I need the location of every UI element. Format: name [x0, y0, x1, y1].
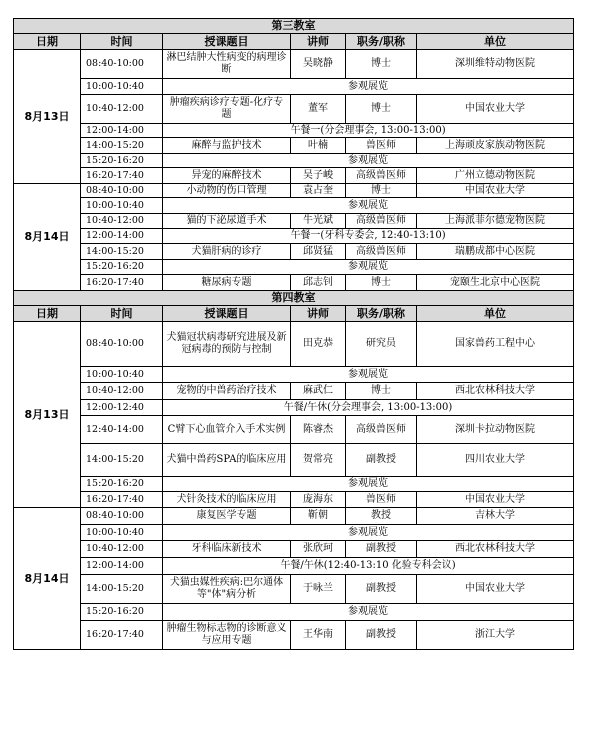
- break-cell: 午餐/午休(12:40-13:10 化验专科会议): [163, 558, 574, 575]
- unit-cell: 深圳卡拉动物医院: [417, 416, 574, 444]
- column-header: 单位: [417, 306, 574, 322]
- break-cell: 参观展览: [163, 525, 574, 541]
- time-cell: 10:00-10:40: [81, 367, 163, 383]
- unit-cell: 西北农林科技大学: [417, 383, 574, 400]
- table-row: [14, 95, 574, 124]
- break-cell: 午餐/午休(分会理事会, 13:00-13:00): [163, 400, 574, 416]
- topic-cell: 肿瘤疾病诊疗专题-化疗专题: [163, 95, 291, 124]
- time-cell: 16:20-17:40: [81, 492, 163, 508]
- time-cell: 14:00-15:20: [81, 138, 163, 154]
- position-cell: 博士: [346, 184, 417, 198]
- time-cell: 14:00-15:20: [81, 444, 163, 477]
- lecturer-cell: 王华南: [291, 621, 346, 650]
- position-cell: 研究员: [346, 322, 417, 367]
- position-cell: 博士: [346, 275, 417, 291]
- header-row: [14, 306, 574, 322]
- unit-cell: 吉林大学: [417, 508, 574, 525]
- table-row: [14, 168, 574, 184]
- lecturer-cell: 张欣珂: [291, 541, 346, 558]
- table-row: [14, 184, 574, 198]
- time-cell: 12:40-14:00: [81, 416, 163, 444]
- unit-cell: 浙江大学: [417, 621, 574, 650]
- table-row: [14, 575, 574, 604]
- date-cell: 8月13日: [14, 50, 81, 184]
- position-cell: 副教授: [346, 444, 417, 477]
- time-cell: 12:00-14:00: [81, 558, 163, 575]
- unit-cell: 深圳维特动物医院: [417, 50, 574, 79]
- column-header: 授课题目: [163, 34, 291, 50]
- time-cell: 10:40-12:00: [81, 383, 163, 400]
- position-cell: 博士: [346, 383, 417, 400]
- time-cell: 14:00-15:20: [81, 575, 163, 604]
- position-cell: 兽医师: [346, 492, 417, 508]
- table-row: [14, 558, 574, 575]
- table-row: [14, 525, 574, 541]
- time-cell: 15:20-16:20: [81, 604, 163, 621]
- time-cell: 10:00-10:40: [81, 79, 163, 95]
- column-header: 授课题目: [163, 306, 291, 322]
- table-row: [14, 604, 574, 621]
- time-cell: 16:20-17:40: [81, 621, 163, 650]
- unit-cell: 上海派菲尔德宠物医院: [417, 214, 574, 229]
- time-cell: 10:40-12:00: [81, 541, 163, 558]
- unit-cell: 广州立德动物医院: [417, 168, 574, 184]
- position-cell: 博士: [346, 50, 417, 79]
- column-header: 职务/职称: [346, 306, 417, 322]
- column-header: 时间: [81, 306, 163, 322]
- time-cell: 10:40-12:00: [81, 95, 163, 124]
- lecturer-cell: 董军: [291, 95, 346, 124]
- table-row: [14, 198, 574, 214]
- topic-cell: 淋巴结肿大性病变的病理诊断: [163, 50, 291, 79]
- column-header: 讲师: [291, 34, 346, 50]
- break-cell: 参观展览: [163, 79, 574, 95]
- header-row: [14, 34, 574, 50]
- lecturer-cell: 麻武仁: [291, 383, 346, 400]
- column-header: 讲师: [291, 306, 346, 322]
- topic-cell: 小动物的伤口管理: [163, 184, 291, 198]
- topic-cell: 犬猫中兽药SPA的临床应用: [163, 444, 291, 477]
- table-row: [14, 275, 574, 291]
- topic-cell: 麻醉与监护技术: [163, 138, 291, 154]
- topic-cell: 犬猫虫媒性疾病:巴尔通体等"体"病分析: [163, 575, 291, 604]
- position-cell: 兽医师: [346, 138, 417, 154]
- unit-cell: 上海顽皮家族动物医院: [417, 138, 574, 154]
- time-cell: 16:20-17:40: [81, 275, 163, 291]
- lecturer-cell: 陈睿杰: [291, 416, 346, 444]
- position-cell: 副教授: [346, 621, 417, 650]
- time-cell: 08:40-10:00: [81, 322, 163, 367]
- topic-cell: 糖尿病专题: [163, 275, 291, 291]
- topic-cell: 宠物的中兽药治疗技术: [163, 383, 291, 400]
- topic-cell: 肿瘤生物标志物的诊断意义与应用专题: [163, 621, 291, 650]
- lecturer-cell: 吴晓静: [291, 50, 346, 79]
- unit-cell: 瑞鹏成都中心医院: [417, 244, 574, 260]
- topic-cell: 犬针灸技术的临床应用: [163, 492, 291, 508]
- table-row: [14, 508, 574, 525]
- position-cell: 博士: [346, 95, 417, 124]
- break-cell: 参观展览: [163, 260, 574, 275]
- unit-cell: 西北农林科技大学: [417, 541, 574, 558]
- table-row: [14, 444, 574, 477]
- table-row: [14, 154, 574, 168]
- lecturer-cell: 邱贤猛: [291, 244, 346, 260]
- lecturer-cell: 靳朝: [291, 508, 346, 525]
- schedule-table: [13, 18, 574, 650]
- time-cell: 15:20-16:20: [81, 260, 163, 275]
- lecturer-cell: 于咏兰: [291, 575, 346, 604]
- time-cell: 10:00-10:40: [81, 198, 163, 214]
- time-cell: 10:40-12:00: [81, 214, 163, 229]
- time-cell: 15:20-16:20: [81, 154, 163, 168]
- unit-cell: 宠颐生北京中心医院: [417, 275, 574, 291]
- room-title: 第三教室: [14, 19, 574, 34]
- room-title-row: [14, 19, 574, 34]
- column-header: 日期: [14, 34, 81, 50]
- break-cell: 参观展览: [163, 477, 574, 492]
- position-cell: 高级兽医师: [346, 416, 417, 444]
- topic-cell: 犬猫肝病的诊疗: [163, 244, 291, 260]
- schedule-document: [13, 18, 573, 650]
- column-header: 单位: [417, 34, 574, 50]
- unit-cell: 中国农业大学: [417, 184, 574, 198]
- table-row: [14, 621, 574, 650]
- time-cell: 16:20-17:40: [81, 168, 163, 184]
- lecturer-cell: 牛光斌: [291, 214, 346, 229]
- date-cell: 8月14日: [14, 184, 81, 291]
- break-cell: 参观展览: [163, 154, 574, 168]
- position-cell: 高级兽医师: [346, 168, 417, 184]
- time-cell: 08:40-10:00: [81, 184, 163, 198]
- unit-cell: 中国农业大学: [417, 492, 574, 508]
- table-row: [14, 541, 574, 558]
- break-cell: 参观展览: [163, 367, 574, 383]
- break-cell: 午餐一(牙科专委会, 12:40-13:10): [163, 229, 574, 244]
- column-header: 职务/职称: [346, 34, 417, 50]
- unit-cell: 中国农业大学: [417, 95, 574, 124]
- table-row: [14, 50, 574, 79]
- time-cell: 10:00-10:40: [81, 525, 163, 541]
- topic-cell: 猫的下泌尿道手术: [163, 214, 291, 229]
- break-cell: 参观展览: [163, 198, 574, 214]
- position-cell: 高级兽医师: [346, 214, 417, 229]
- lecturer-cell: 叶楠: [291, 138, 346, 154]
- lecturer-cell: 贺常亮: [291, 444, 346, 477]
- position-cell: 副教授: [346, 575, 417, 604]
- table-row: [14, 367, 574, 383]
- table-row: [14, 477, 574, 492]
- time-cell: 12:00-14:00: [81, 124, 163, 138]
- topic-cell: 犬猫冠状病毒研究进展及新冠病毒的预防与控制: [163, 322, 291, 367]
- break-cell: 午餐一(分会理事会, 13:00-13:00): [163, 124, 574, 138]
- break-cell: 参观展览: [163, 604, 574, 621]
- lecturer-cell: 吴子峻: [291, 168, 346, 184]
- table-row: [14, 400, 574, 416]
- table-row: [14, 492, 574, 508]
- lecturer-cell: 庞海东: [291, 492, 346, 508]
- date-cell: 8月14日: [14, 508, 81, 650]
- table-row: [14, 244, 574, 260]
- table-row: [14, 229, 574, 244]
- column-header: 日期: [14, 306, 81, 322]
- topic-cell: 异宠的麻醉技术: [163, 168, 291, 184]
- unit-cell: 国家兽药工程中心: [417, 322, 574, 367]
- lecturer-cell: 邱志钊: [291, 275, 346, 291]
- time-cell: 08:40-10:00: [81, 50, 163, 79]
- unit-cell: 四川农业大学: [417, 444, 574, 477]
- table-row: [14, 322, 574, 367]
- lecturer-cell: 田克恭: [291, 322, 346, 367]
- topic-cell: C臂下心血管介入手术实例: [163, 416, 291, 444]
- topic-cell: 牙科临床新技术: [163, 541, 291, 558]
- time-cell: 12:00-14:00: [81, 229, 163, 244]
- time-cell: 12:00-12:40: [81, 400, 163, 416]
- column-header: 时间: [81, 34, 163, 50]
- position-cell: 教授: [346, 508, 417, 525]
- topic-cell: 康复医学专题: [163, 508, 291, 525]
- room-title-row: [14, 291, 574, 306]
- table-row: [14, 79, 574, 95]
- time-cell: 14:00-15:20: [81, 244, 163, 260]
- position-cell: 高级兽医师: [346, 244, 417, 260]
- table-row: [14, 138, 574, 154]
- table-row: [14, 416, 574, 444]
- table-row: [14, 383, 574, 400]
- lecturer-cell: 袁占奎: [291, 184, 346, 198]
- time-cell: 15:20-16:20: [81, 477, 163, 492]
- time-cell: 08:40-10:00: [81, 508, 163, 525]
- table-row: [14, 260, 574, 275]
- table-row: [14, 214, 574, 229]
- date-cell: 8月13日: [14, 322, 81, 508]
- position-cell: 副教授: [346, 541, 417, 558]
- room-title: 第四教室: [14, 291, 574, 306]
- unit-cell: 中国农业大学: [417, 575, 574, 604]
- table-row: [14, 124, 574, 138]
